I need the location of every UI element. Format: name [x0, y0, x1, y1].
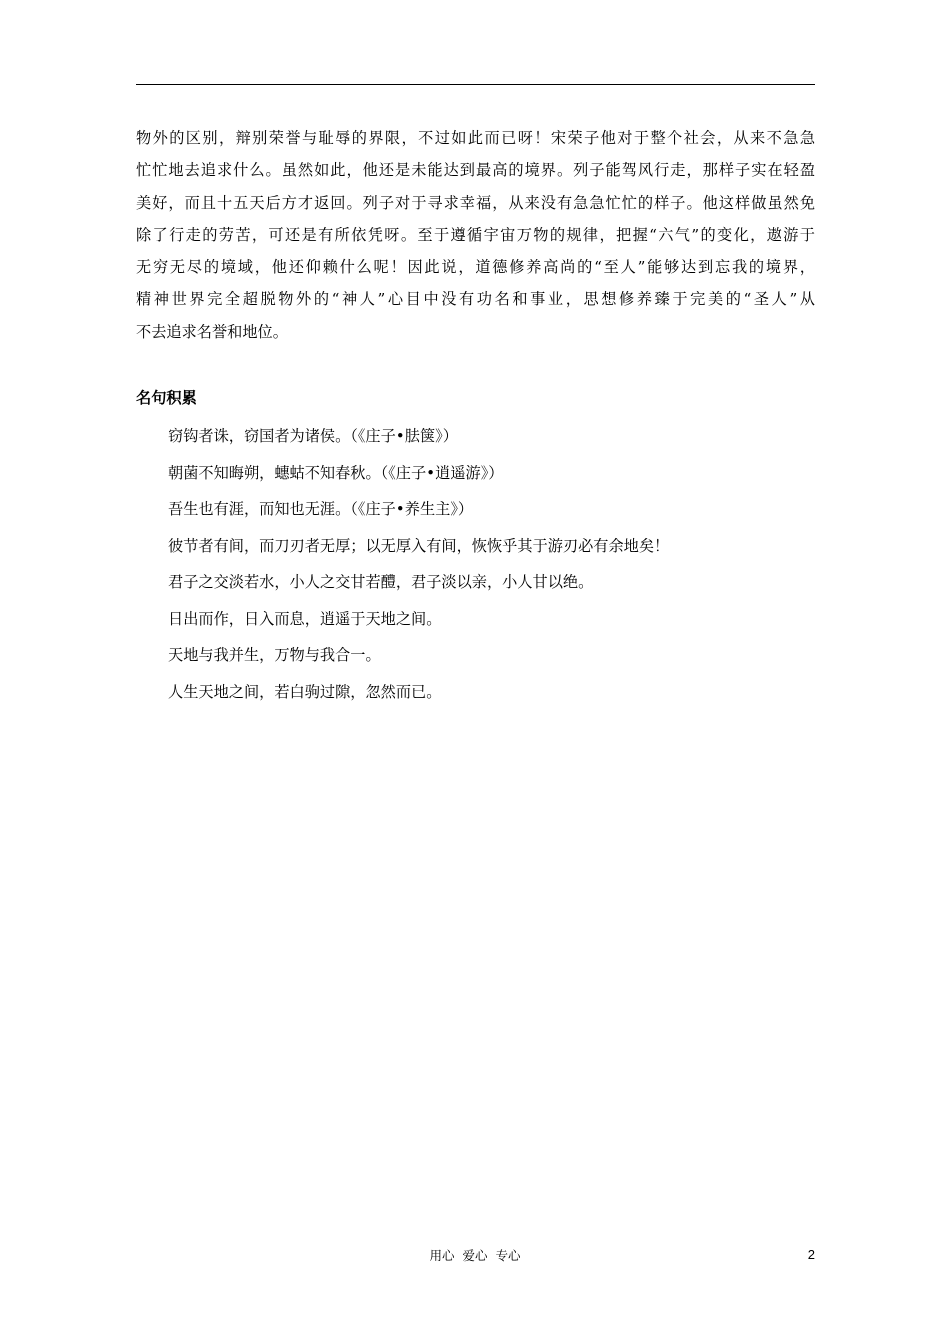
quote-item: 天地与我并生，万物与我合一。 — [168, 646, 381, 664]
quote-list — [168, 421, 815, 713]
footer-text: 用心 爱心 专心 — [429, 1248, 521, 1263]
quote-item: 窃钩者诛，窃国者为诸侯。（《庄子•胠箧》） — [168, 427, 458, 445]
paragraph-line: 不去追求名誉和地位。 — [136, 322, 288, 341]
body-paragraph — [136, 122, 815, 348]
quote-item: 人生天地之间，若白驹过隙，忽然而已。 — [168, 682, 442, 701]
paragraph-line: 无穷无尽的境域，他还仰赖什么呢！因此说，道德修养高尚的“至人”能够达到忘我的境界， — [136, 258, 815, 277]
quote-item: 吾生也有涯，而知也无涯。（《庄子•养生主》） — [168, 500, 474, 518]
section-title: 名句积累 — [136, 389, 197, 407]
header-rule — [136, 84, 815, 85]
quote-item: 日出而作，日入而息，逍遥于天地之间。 — [168, 609, 442, 628]
quote-item: 君子之交淡若水，小人之交甘若醴，君子淡以亲，小人甘以绝。 — [168, 573, 594, 591]
page-number: 2 — [807, 1247, 815, 1262]
paragraph-line: 除了行走的劳苦，可还是有所依凭呀。至于遵循宇宙万物的规律，把握“六气”的变化，遨游于 — [136, 225, 815, 244]
paragraph-line: 精神世界完全超脱物外的“神人”心目中没有功名和事业，思想修养臻于完美的“圣人”从 — [136, 290, 815, 309]
paragraph-line: 物外的区别，辩别荣誉与耻辱的界限，不过如此而已呀！宋荣子他对于整个社会，从来不急急 — [136, 129, 815, 147]
paragraph-line: 美好，而且十五天后方才返回。列子对于寻求幸福，从来没有急急忙忙的样子。他这样做虽然免 — [136, 193, 815, 212]
quote-item: 彼节者有间，而刀刃者无厚；以无厚入有间，恢恢乎其于游刃必有余地矣！ — [168, 536, 670, 555]
paragraph-line: 忙忙地去追求什么。虽然如此，他还是未能达到最高的境界。列子能驾风行走，那样子实在轻盈 — [136, 161, 815, 180]
quote-item: 朝菌不知晦朔，蟪蛄不知春秋。（《庄子•逍遥游》） — [168, 463, 504, 482]
